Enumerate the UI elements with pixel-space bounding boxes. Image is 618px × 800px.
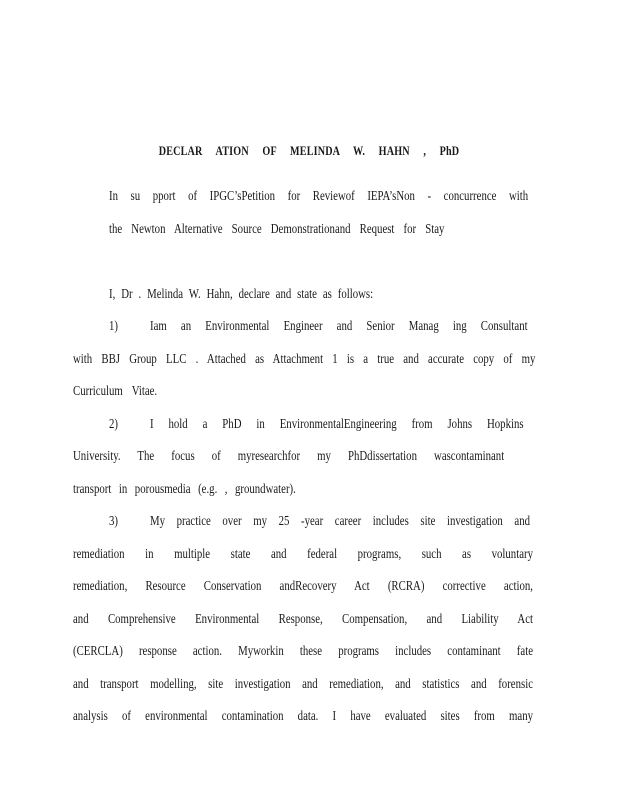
intro-statement: I, Dr . Melinda W. Hahn, declare and state as follows: [109,286,374,301]
paragraph-3-line-7: analysis of environmental contamination data. I have evaluated sites from many [73,708,533,723]
paragraph-3-line-6: and transport modelling, site investigation and remediation, and statistics and forensic [73,676,533,691]
paragraph-3-line-4: and Comprehensive Environmental Response, Compensation, and Liability Act [73,611,533,626]
subtitle-line-1: In su pport of IPGC’sPetition for Reviewof IEPA’sNon - concurrence with [109,188,529,203]
document-title: DECLAR ATION OF MELINDA W. HAHN , PhD [158,143,460,158]
paragraph-2-line-2: University. The focus of myresearchfor my PhDdissertation wascontaminant [73,448,505,463]
paragraph-2-number: 2) [109,416,118,431]
paragraph-2-line-3: transport in porousmedia (e.g. , groundwater). [73,481,296,496]
paragraph-1-line-2: with BBJ Group LLC . Attached as Attachment 1 is a true and accurate copy of my [73,351,536,366]
paragraph-1-number: 1) [109,318,118,333]
paragraph-3-number: 3) [109,513,118,528]
paragraph-3-line-3: remediation, Resource Conservation andRecovery Act (RCRA) corrective action, [73,578,533,593]
paragraph-3-line-2: remediation in multiple state and federal programs, such as voluntary [73,546,533,561]
paragraph-1-line-3: Curriculum Vitae. [73,383,158,398]
paragraph-2-line-1: I hold a PhD in EnvironmentalEngineering from Johns Hopkins [150,416,524,431]
paragraph-3-line-1: My practice over my 25 -year career includes site investigation and [150,513,530,528]
paragraph-1-line-1: Iam an Environmental Engineer and Senior Manag ing Consultant [150,318,528,333]
subtitle-line-2: the Newton Alternative Source Demonstrationand Request for Stay [109,221,445,236]
paragraph-3-line-5: (CERCLA) response action. Myworkin these programs includes contaminant fate [73,643,533,658]
